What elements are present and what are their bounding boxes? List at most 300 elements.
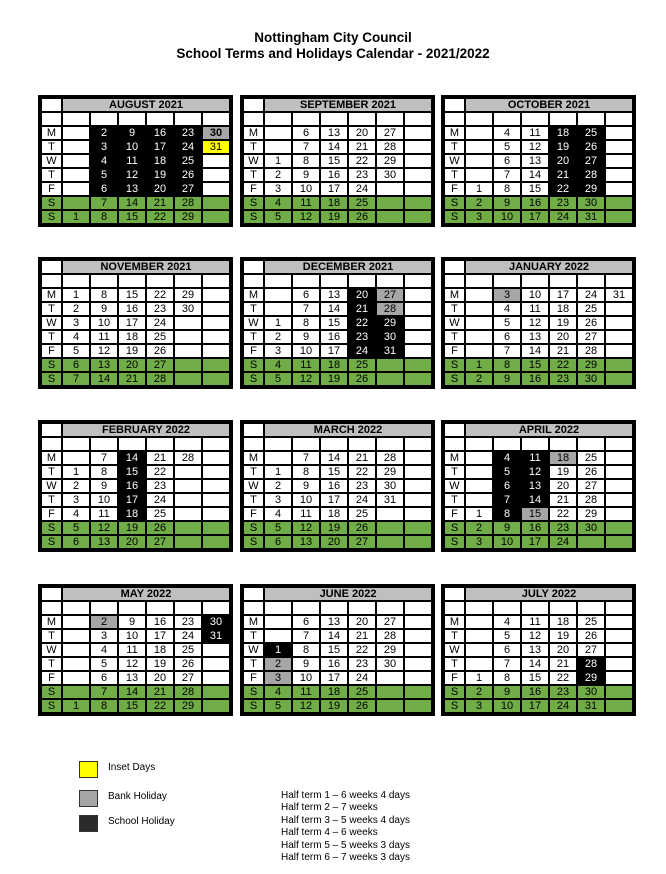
- date-cell: 28: [577, 657, 605, 671]
- date-cell: 15: [118, 288, 146, 302]
- day-label: T: [444, 465, 465, 479]
- date-cell: [174, 316, 202, 330]
- date-cell: 15: [320, 316, 348, 330]
- day-label: S: [41, 196, 62, 210]
- date-cell: 26: [174, 168, 202, 182]
- date-cell: 23: [174, 126, 202, 140]
- date-cell: 24: [348, 182, 376, 196]
- date-cell: [404, 671, 432, 685]
- date-cell: 28: [577, 493, 605, 507]
- date-cell: 5: [90, 657, 118, 671]
- day-label: W: [41, 643, 62, 657]
- day-label: T: [243, 302, 264, 316]
- date-cell: 18: [549, 615, 577, 629]
- date-cell: 1: [62, 210, 90, 224]
- date-cell: 20: [320, 535, 348, 549]
- blank-cell: [202, 437, 230, 451]
- date-cell: 22: [146, 465, 174, 479]
- date-cell: [605, 479, 633, 493]
- date-cell: [404, 372, 432, 386]
- date-cell: [404, 210, 432, 224]
- day-label: W: [243, 479, 264, 493]
- council-title: Nottingham City Council: [254, 30, 412, 45]
- blank-cell: [292, 112, 320, 126]
- week-row: [444, 657, 633, 671]
- date-cell: 20: [348, 288, 376, 302]
- date-cell: 25: [577, 615, 605, 629]
- date-cell: 11: [521, 302, 549, 316]
- date-cell: [605, 629, 633, 643]
- date-cell: 8: [90, 288, 118, 302]
- blank-cell: [444, 274, 465, 288]
- date-cell: 17: [320, 671, 348, 685]
- day-label: T: [243, 465, 264, 479]
- date-cell: 16: [521, 372, 549, 386]
- date-cell: 23: [348, 330, 376, 344]
- day-label: T: [444, 168, 465, 182]
- date-cell: [376, 699, 404, 713]
- date-cell: [404, 288, 432, 302]
- week-row: [444, 372, 633, 386]
- date-cell: 18: [320, 358, 348, 372]
- blank-cell: [264, 437, 292, 451]
- date-cell: 5: [493, 465, 521, 479]
- date-cell: 18: [549, 126, 577, 140]
- week-row: [243, 358, 432, 372]
- month-title: JANUARY 2022: [465, 260, 633, 274]
- blank-cell: [118, 112, 146, 126]
- week-row: [243, 699, 432, 713]
- date-cell: 29: [577, 671, 605, 685]
- date-cell: 2: [90, 615, 118, 629]
- date-cell: [465, 629, 493, 643]
- date-cell: 11: [90, 507, 118, 521]
- day-label: T: [444, 657, 465, 671]
- date-cell: [605, 154, 633, 168]
- blank-cell: [146, 601, 174, 615]
- bank-holiday-swatch-icon: [79, 790, 98, 807]
- day-label: M: [41, 288, 62, 302]
- date-cell: 13: [521, 479, 549, 493]
- date-cell: 14: [521, 657, 549, 671]
- date-cell: 6: [292, 615, 320, 629]
- date-cell: [465, 451, 493, 465]
- date-cell: [264, 126, 292, 140]
- date-cell: 3: [90, 629, 118, 643]
- date-cell: [202, 372, 230, 386]
- date-cell: 6: [493, 154, 521, 168]
- date-cell: 9: [292, 168, 320, 182]
- week-row: [444, 288, 633, 302]
- week-row: [444, 451, 633, 465]
- date-cell: 2: [465, 685, 493, 699]
- date-cell: 19: [549, 629, 577, 643]
- date-cell: 26: [577, 629, 605, 643]
- week-row: [444, 493, 633, 507]
- date-cell: 10: [493, 535, 521, 549]
- day-label: T: [41, 493, 62, 507]
- week-row: [243, 535, 432, 549]
- date-cell: 14: [118, 196, 146, 210]
- blank-cell: [404, 437, 432, 451]
- corner-cell: [41, 98, 62, 112]
- date-cell: 17: [320, 344, 348, 358]
- blank-cell: [118, 601, 146, 615]
- date-cell: [174, 330, 202, 344]
- date-cell: [62, 615, 90, 629]
- date-cell: [376, 685, 404, 699]
- blank-cell: [549, 274, 577, 288]
- date-cell: 14: [90, 372, 118, 386]
- blank-cell: [404, 601, 432, 615]
- day-label: F: [444, 344, 465, 358]
- blank-cell: [146, 274, 174, 288]
- date-cell: [264, 302, 292, 316]
- week-row: [41, 302, 230, 316]
- blank-cell: [348, 274, 376, 288]
- date-cell: [404, 643, 432, 657]
- date-cell: [404, 657, 432, 671]
- date-cell: 16: [146, 126, 174, 140]
- date-cell: 10: [292, 493, 320, 507]
- blank-cell: [90, 112, 118, 126]
- date-cell: 22: [146, 288, 174, 302]
- date-cell: 29: [577, 358, 605, 372]
- week-row: [243, 451, 432, 465]
- date-cell: [202, 196, 230, 210]
- blank-cell: [243, 601, 264, 615]
- week-row: [444, 302, 633, 316]
- date-cell: 12: [521, 629, 549, 643]
- date-cell: [465, 154, 493, 168]
- date-cell: 1: [264, 316, 292, 330]
- date-cell: 13: [521, 154, 549, 168]
- date-cell: 9: [118, 126, 146, 140]
- date-cell: 2: [465, 372, 493, 386]
- date-cell: [465, 302, 493, 316]
- day-label: W: [243, 643, 264, 657]
- blank-cell: [493, 601, 521, 615]
- day-label: M: [444, 451, 465, 465]
- day-label: T: [243, 493, 264, 507]
- day-label: T: [444, 493, 465, 507]
- date-cell: 30: [577, 372, 605, 386]
- date-cell: 13: [521, 643, 549, 657]
- week-row: [243, 288, 432, 302]
- date-cell: [605, 493, 633, 507]
- day-label: F: [243, 344, 264, 358]
- day-label: T: [444, 302, 465, 316]
- date-cell: [376, 671, 404, 685]
- legend-school-label: School Holiday: [108, 816, 175, 827]
- date-cell: 24: [549, 535, 577, 549]
- day-label: S: [243, 685, 264, 699]
- date-cell: 19: [549, 140, 577, 154]
- date-cell: 4: [90, 643, 118, 657]
- week-row: [243, 330, 432, 344]
- date-cell: 22: [549, 507, 577, 521]
- day-label: S: [243, 358, 264, 372]
- date-cell: [605, 302, 633, 316]
- blank-cell: [146, 437, 174, 451]
- date-cell: 26: [146, 521, 174, 535]
- date-cell: 24: [146, 493, 174, 507]
- day-label: F: [243, 507, 264, 521]
- date-cell: 26: [348, 210, 376, 224]
- date-cell: 5: [264, 699, 292, 713]
- month-title: JULY 2022: [465, 587, 633, 601]
- date-cell: 28: [174, 196, 202, 210]
- week-row: [41, 330, 230, 344]
- date-cell: 1: [465, 358, 493, 372]
- day-label: T: [41, 330, 62, 344]
- date-cell: 24: [348, 671, 376, 685]
- day-label: T: [41, 168, 62, 182]
- date-cell: 17: [521, 535, 549, 549]
- month-title: MARCH 2022: [264, 423, 432, 437]
- week-row: [243, 629, 432, 643]
- date-cell: [404, 629, 432, 643]
- date-cell: 12: [292, 521, 320, 535]
- week-row: [41, 479, 230, 493]
- date-cell: 18: [320, 196, 348, 210]
- blank-cell: [41, 601, 62, 615]
- date-cell: 15: [118, 465, 146, 479]
- week-row: [41, 451, 230, 465]
- blank-cell: [243, 437, 264, 451]
- blank-cell: [62, 437, 90, 451]
- date-cell: 9: [493, 372, 521, 386]
- blank-cell: [62, 112, 90, 126]
- date-cell: 7: [62, 372, 90, 386]
- date-cell: [202, 358, 230, 372]
- date-cell: 25: [577, 302, 605, 316]
- date-cell: 18: [320, 507, 348, 521]
- blank-cell: [90, 601, 118, 615]
- week-row: [444, 182, 633, 196]
- date-cell: 10: [118, 140, 146, 154]
- date-cell: 25: [174, 643, 202, 657]
- date-cell: 6: [62, 358, 90, 372]
- date-cell: 9: [118, 615, 146, 629]
- week-row: [41, 196, 230, 210]
- date-cell: [605, 507, 633, 521]
- corner-cell: [444, 98, 465, 112]
- date-cell: 2: [62, 479, 90, 493]
- blank-cell: [605, 274, 633, 288]
- date-cell: [404, 168, 432, 182]
- date-cell: 23: [146, 479, 174, 493]
- date-cell: 9: [292, 479, 320, 493]
- blank-cell: [376, 437, 404, 451]
- day-label: S: [243, 699, 264, 713]
- date-cell: 7: [292, 629, 320, 643]
- date-cell: 25: [174, 154, 202, 168]
- week-row: [444, 140, 633, 154]
- blank-cell: [118, 274, 146, 288]
- corner-cell: [243, 423, 264, 437]
- date-cell: 1: [465, 671, 493, 685]
- blank-cell: [465, 112, 493, 126]
- date-cell: 12: [118, 657, 146, 671]
- day-label: T: [444, 629, 465, 643]
- month-title: OCTOBER 2021: [465, 98, 633, 112]
- date-cell: [605, 316, 633, 330]
- half-term-5: Half term 5 – 5 weeks 3 days: [281, 839, 410, 851]
- date-cell: [202, 465, 230, 479]
- month-title: APRIL 2022: [465, 423, 633, 437]
- date-cell: 12: [292, 372, 320, 386]
- date-cell: 10: [118, 629, 146, 643]
- date-cell: [62, 451, 90, 465]
- week-row: [444, 671, 633, 685]
- date-cell: [404, 316, 432, 330]
- date-cell: [605, 344, 633, 358]
- date-cell: [202, 168, 230, 182]
- half-term-4: Half term 4 – 6 weeks: [281, 827, 378, 839]
- date-cell: 8: [90, 210, 118, 224]
- date-cell: 11: [292, 685, 320, 699]
- date-cell: 17: [146, 140, 174, 154]
- date-cell: 5: [90, 168, 118, 182]
- week-row: [41, 344, 230, 358]
- week-row: [243, 685, 432, 699]
- date-cell: 24: [549, 699, 577, 713]
- date-cell: 10: [292, 344, 320, 358]
- date-cell: [404, 535, 432, 549]
- week-row: [243, 643, 432, 657]
- month-february: [38, 420, 233, 552]
- date-cell: [404, 302, 432, 316]
- date-cell: 2: [264, 657, 292, 671]
- date-cell: 2: [465, 196, 493, 210]
- week-row: [444, 330, 633, 344]
- date-cell: [404, 330, 432, 344]
- week-row: [243, 493, 432, 507]
- day-label: M: [243, 451, 264, 465]
- date-cell: 6: [90, 182, 118, 196]
- date-cell: 21: [146, 196, 174, 210]
- date-cell: 8: [90, 699, 118, 713]
- legend-inset-label: Inset Days: [108, 762, 156, 773]
- calendar-title: School Terms and Holidays Calendar - 2021/2022: [176, 46, 490, 61]
- date-cell: [62, 629, 90, 643]
- blank-cell: [521, 437, 549, 451]
- date-cell: 25: [146, 330, 174, 344]
- date-cell: [202, 479, 230, 493]
- date-cell: 29: [376, 154, 404, 168]
- date-cell: 7: [493, 344, 521, 358]
- date-cell: 14: [320, 302, 348, 316]
- day-label: M: [444, 288, 465, 302]
- day-label: T: [243, 629, 264, 643]
- date-cell: 10: [493, 699, 521, 713]
- date-cell: [174, 493, 202, 507]
- date-cell: [376, 521, 404, 535]
- blank-cell: [465, 274, 493, 288]
- date-cell: 3: [264, 493, 292, 507]
- month-title: MAY 2022: [62, 587, 230, 601]
- day-label: W: [41, 154, 62, 168]
- date-cell: 28: [146, 372, 174, 386]
- date-cell: 20: [146, 671, 174, 685]
- date-cell: 15: [521, 671, 549, 685]
- day-label: M: [243, 126, 264, 140]
- date-cell: 23: [549, 521, 577, 535]
- month-may: [38, 584, 233, 716]
- date-cell: 18: [320, 685, 348, 699]
- day-label: M: [444, 615, 465, 629]
- date-cell: 22: [348, 316, 376, 330]
- week-row: [444, 316, 633, 330]
- day-label: M: [243, 615, 264, 629]
- date-cell: 12: [292, 210, 320, 224]
- week-row: [243, 196, 432, 210]
- month-october: [441, 95, 636, 227]
- date-cell: 20: [549, 154, 577, 168]
- date-cell: 21: [549, 168, 577, 182]
- date-cell: [376, 507, 404, 521]
- blank-cell: [41, 437, 62, 451]
- date-cell: 3: [465, 535, 493, 549]
- date-cell: 5: [493, 316, 521, 330]
- week-row: [243, 126, 432, 140]
- date-cell: [202, 507, 230, 521]
- date-cell: 21: [348, 302, 376, 316]
- date-cell: 7: [493, 657, 521, 671]
- date-cell: 10: [493, 210, 521, 224]
- date-cell: 9: [292, 657, 320, 671]
- blank-cell: [549, 437, 577, 451]
- date-cell: 15: [118, 699, 146, 713]
- date-cell: 13: [118, 182, 146, 196]
- blank-cell: [465, 437, 493, 451]
- month-july: [441, 584, 636, 716]
- date-cell: 27: [376, 615, 404, 629]
- date-cell: 8: [292, 316, 320, 330]
- date-cell: 25: [146, 507, 174, 521]
- week-row: [41, 643, 230, 657]
- date-cell: 7: [90, 685, 118, 699]
- blank-cell: [444, 437, 465, 451]
- date-cell: 15: [320, 154, 348, 168]
- date-cell: 24: [348, 493, 376, 507]
- date-cell: 7: [493, 493, 521, 507]
- date-cell: 1: [264, 154, 292, 168]
- week-row: [41, 140, 230, 154]
- date-cell: 1: [62, 699, 90, 713]
- date-cell: 30: [376, 657, 404, 671]
- blank-cell: [465, 601, 493, 615]
- date-cell: 6: [62, 535, 90, 549]
- date-cell: 20: [348, 615, 376, 629]
- date-cell: 23: [549, 372, 577, 386]
- day-label: F: [243, 671, 264, 685]
- date-cell: [174, 507, 202, 521]
- corner-cell: [444, 423, 465, 437]
- date-cell: 14: [521, 344, 549, 358]
- date-cell: 12: [90, 344, 118, 358]
- month-november: [38, 257, 233, 389]
- date-cell: 11: [118, 643, 146, 657]
- date-cell: 13: [320, 126, 348, 140]
- date-cell: 23: [174, 615, 202, 629]
- date-cell: [202, 643, 230, 657]
- month-march: [240, 420, 435, 552]
- week-row: [444, 196, 633, 210]
- date-cell: 18: [118, 330, 146, 344]
- day-label: T: [41, 302, 62, 316]
